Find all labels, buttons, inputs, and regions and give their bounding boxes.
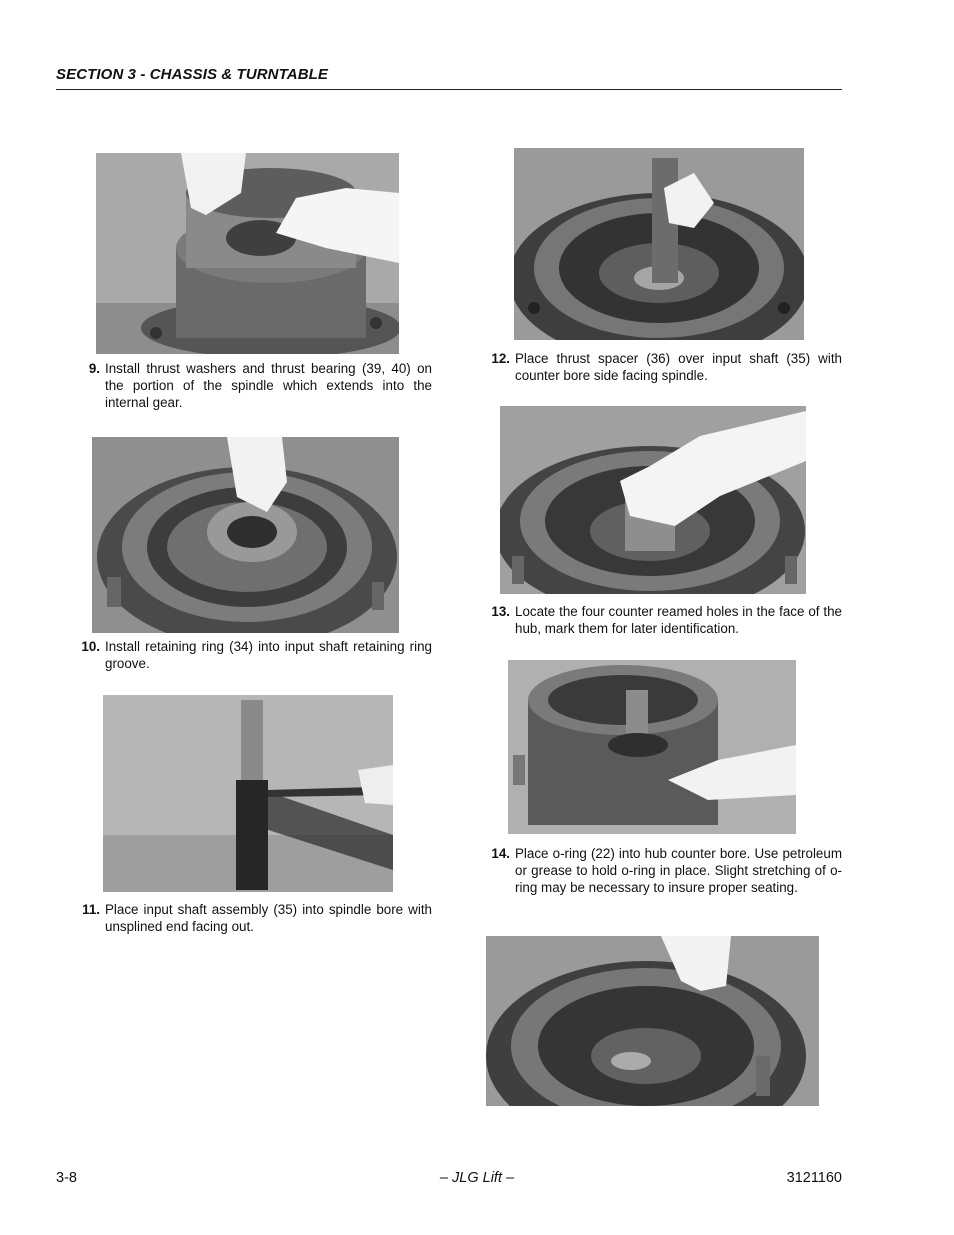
step-11 — [70, 901, 432, 935]
step-text: Place thrust spacer (36) over input shaft (35) with counter bore side facing spindle. — [515, 351, 842, 383]
footer-publisher: – JLG Lift – — [439, 1170, 515, 1186]
step-text: Place o-ring (22) into hub counter bore. Use petroleum or grease to hold o-ring in place. Slight stretching of o-ring may be necessary to insure proper seating. — [515, 846, 842, 895]
photo-o-ring — [486, 936, 819, 1106]
step-9 — [70, 360, 432, 411]
step-number: 11. — [82, 902, 100, 917]
section-title: SECTION 3 - CHASSIS & TURNTABLE — [56, 66, 329, 83]
photo-retaining-ring — [92, 437, 399, 633]
photo-hub-marking — [508, 660, 796, 834]
step-text: Locate the four counter reamed holes in the face of the hub, mark them for later identification. — [515, 604, 842, 636]
step-number: 14. — [491, 846, 510, 861]
photo-thrust-washers — [96, 153, 399, 354]
step-text: Install retaining ring (34) into input shaft retaining ring groove. — [105, 639, 432, 671]
step-number: 12. — [491, 351, 510, 366]
step-text: Place input shaft assembly (35) into spindle bore with unsplined end facing out. — [105, 902, 432, 934]
page-number: 3-8 — [56, 1170, 77, 1186]
step-number: 13. — [491, 604, 510, 619]
step-12 — [480, 350, 842, 384]
step-10 — [70, 638, 432, 672]
step-text: Install thrust washers and thrust bearing (39, 40) on the portion of the spindle which extends into the internal gear. — [105, 361, 432, 410]
photo-counter-reamed-holes — [500, 406, 806, 594]
step-number: 9. — [88, 361, 100, 376]
step-number: 10. — [81, 639, 100, 654]
document-number: 3121160 — [786, 1170, 842, 1186]
photo-thrust-spacer — [514, 148, 804, 340]
photo-input-shaft-pliers — [103, 695, 393, 892]
step-14 — [480, 845, 842, 896]
step-13 — [480, 603, 842, 637]
header-divider — [56, 89, 842, 90]
